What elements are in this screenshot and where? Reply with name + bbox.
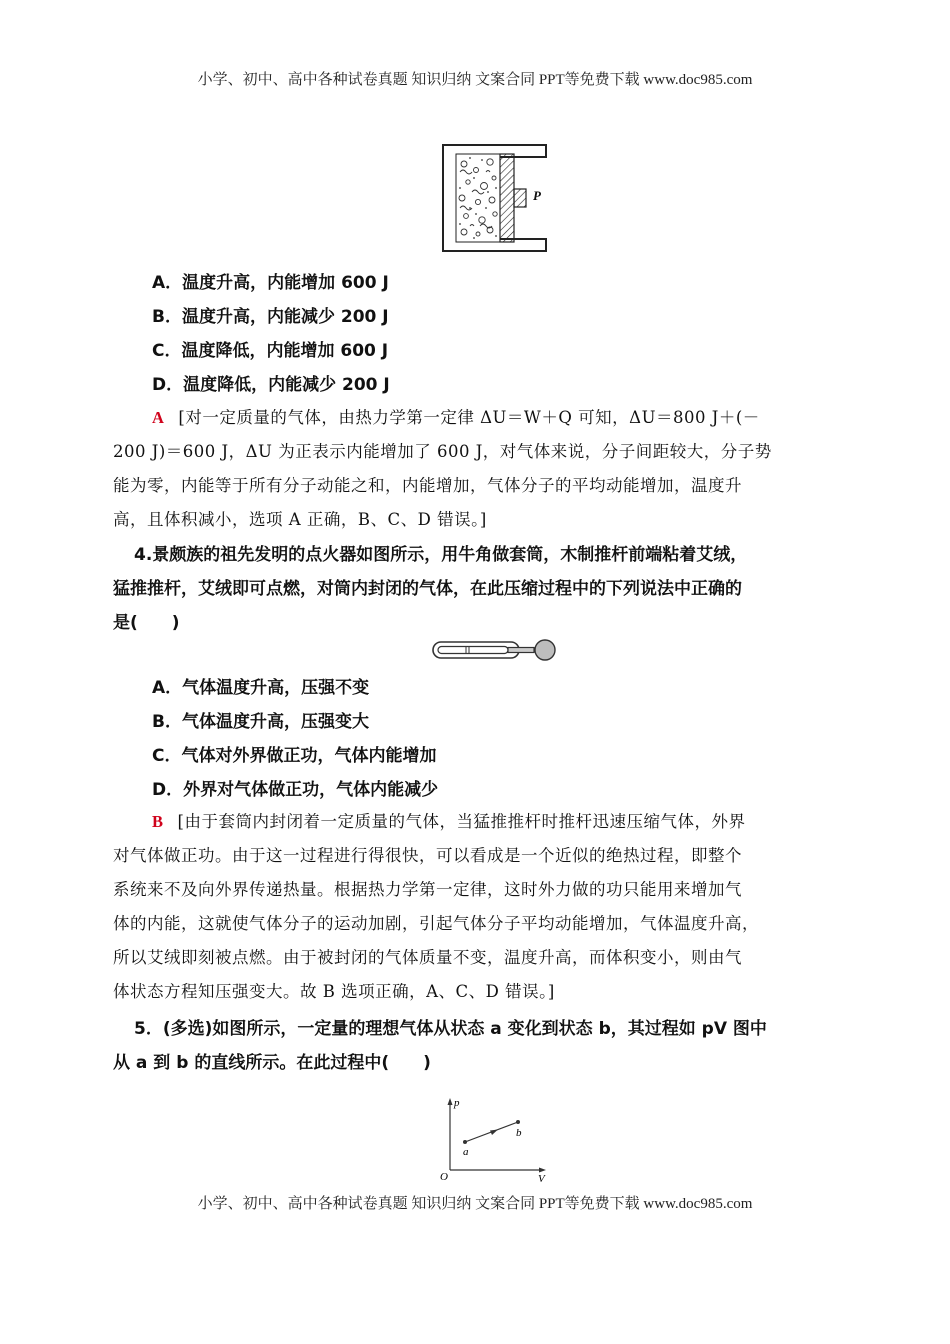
q3-option-b: B．温度升高，内能减少 200 J bbox=[152, 307, 389, 327]
graph-y-label: p bbox=[454, 1097, 460, 1109]
q4-option-d: D．外界对气体做正功，气体内能减少 bbox=[152, 780, 439, 800]
figure-label-p: P bbox=[533, 188, 541, 203]
q4-stem-line-3: 是( ) bbox=[113, 613, 180, 633]
q3-explanation-line-2: 200 J)＝600 J，ΔU 为正表示内能增加了 600 J，对气体来说，分子间距较大，分子势 bbox=[113, 442, 772, 461]
q4-option-b: B．气体温度升高，压强变大 bbox=[152, 712, 369, 732]
q4-explanation-line-3: 系统来不及向外界传递热量。根据热力学第一定律，这时外力做的功只能用来增加气 bbox=[113, 880, 742, 899]
graph-point-a-label: a bbox=[463, 1146, 469, 1158]
cylinder-piston-figure bbox=[440, 142, 548, 254]
q4-explanation-line-1: B [由于套筒内封闭着一定质量的气体，当猛推推杆时推杆迅速压缩气体，外界 bbox=[152, 812, 746, 831]
graph-x-label: V bbox=[538, 1173, 545, 1182]
graph-origin-label: O bbox=[440, 1171, 448, 1182]
q3-option-d: D．温度降低，内能减少 200 J bbox=[152, 375, 390, 395]
graph-point-b-label: b bbox=[516, 1127, 522, 1139]
page-header: 小学、初中、高中各种试卷真题 知识归纳 文案合同 PPT等免费下载 www.doc985.com bbox=[197, 72, 753, 88]
q4-stem-line-1: 4.景颇族的祖先发明的点火器如图所示，用牛角做套筒，木制推杆前端粘着艾绒， bbox=[134, 545, 748, 565]
q3-explanation-line-3: 能为零，内能等于所有分子动能之和，内能增加，气体分子的平均动能增加，温度升 bbox=[113, 476, 742, 495]
q4-stem-line-2: 猛推推杆，艾绒即可点燃，对筒内封闭的气体，在此压缩过程中的下列说法中正确的 bbox=[113, 579, 742, 599]
q3-explanation-line-1: A [对一定质量的气体，由热力学第一定律 ΔU＝W＋Q 可知，ΔU＝800 J＋(－ bbox=[152, 408, 760, 427]
q4-explanation-line-6: 体状态方程知压强变大。故 B 选项正确，A、C、D 错误。] bbox=[113, 982, 555, 1001]
q4-option-a: A．气体温度升高，压强不变 bbox=[152, 678, 370, 698]
q4-explanation-line-2: 对气体做正功。由于这一过程进行得很快，可以看成是一个近似的绝热过程，即整个 bbox=[113, 846, 742, 865]
pv-graph-figure bbox=[432, 1096, 552, 1182]
q4-option-c: C．气体对外界做正功，气体内能增加 bbox=[152, 746, 437, 766]
q3-explanation-line-4: 高，且体积减小，选项 A 正确，B、C、D 错误。] bbox=[113, 510, 487, 529]
fire-piston-figure bbox=[432, 636, 558, 664]
q5-stem-line-1: 5．(多选)如图所示，一定量的理想气体从状态 a 变化到状态 b，其过程如 pV 图中 bbox=[134, 1019, 767, 1039]
q4-explanation-line-4: 体的内能，这就使气体分子的运动加剧，引起气体分子平均动能增加，气体温度升高， bbox=[113, 914, 759, 933]
q3-answer: A bbox=[152, 408, 165, 427]
q4-explanation-line-5: 所以艾绒即刻被点燃。由于被封闭的气体质量不变，温度升高，而体积变小，则由气 bbox=[113, 948, 742, 967]
q3-option-a: A．温度升高，内能增加 600 J bbox=[152, 273, 389, 293]
q4-answer: B bbox=[152, 812, 164, 831]
q5-stem-line-2: 从 a 到 b 的直线所示。在此过程中( ) bbox=[113, 1053, 431, 1073]
q3-option-c: C．温度降低，内能增加 600 J bbox=[152, 341, 389, 361]
page-footer: 小学、初中、高中各种试卷真题 知识归纳 文案合同 PPT等免费下载 www.doc985.com bbox=[197, 1196, 753, 1212]
